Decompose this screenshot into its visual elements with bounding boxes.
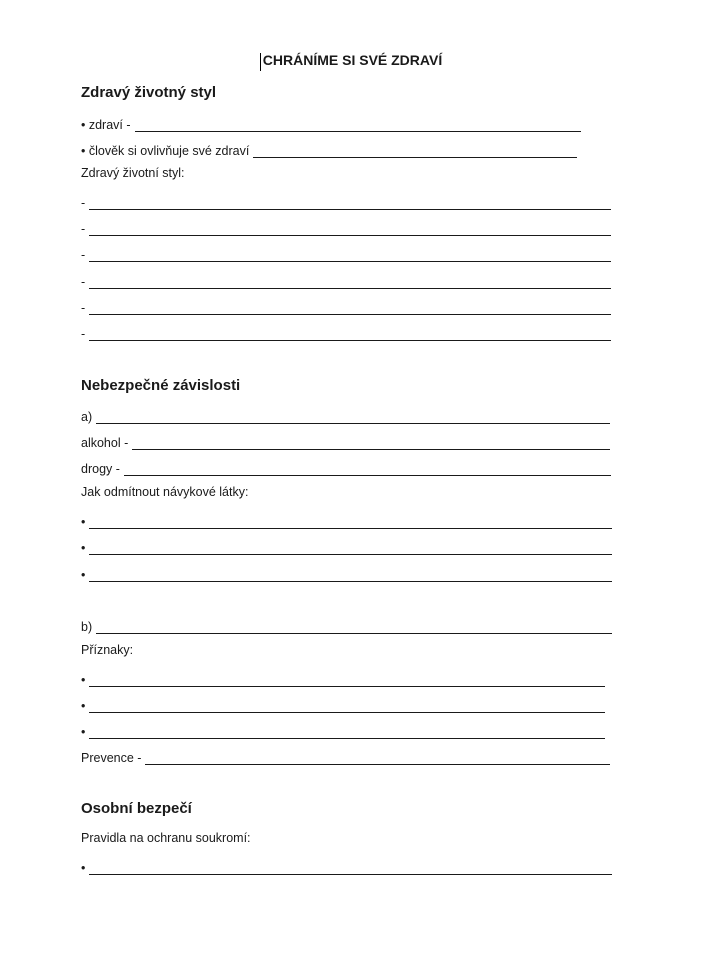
label-clovek: • člověk si ovlivňuje své zdraví <box>81 144 250 158</box>
answer-line[interactable] <box>89 672 605 687</box>
answer-line[interactable] <box>89 860 612 875</box>
blank-line-zdravi[interactable] <box>81 114 581 132</box>
subheading-healthy-lifestyle: Zdravý životní styl: <box>81 166 185 180</box>
subheading-symptoms: Příznaky: <box>81 643 134 657</box>
blank-line-alkohol[interactable] <box>81 432 610 450</box>
bullet-line-refuse-1[interactable] <box>81 511 612 529</box>
dash-line-6[interactable] <box>81 323 611 341</box>
answer-line[interactable] <box>89 698 605 713</box>
answer-line[interactable] <box>89 326 611 341</box>
bullet-line-symptom-3[interactable] <box>81 721 605 739</box>
answer-line[interactable] <box>89 195 611 210</box>
section-heading-personal-safety: Osobní bezpečí <box>81 800 192 817</box>
answer-line[interactable] <box>96 409 610 424</box>
bullet-line-refuse-2[interactable] <box>81 537 612 555</box>
bullet-line-privacy-1[interactable] <box>81 857 612 875</box>
bullet-marker: • <box>81 568 86 582</box>
section-heading-addictions: Nebezpečné závislosti <box>81 377 241 394</box>
bullet-line-symptom-2[interactable] <box>81 695 605 713</box>
dash-line-4[interactable] <box>81 271 611 289</box>
answer-line[interactable] <box>135 117 581 132</box>
bullet-marker: • <box>81 699 86 713</box>
blank-line-prevence[interactable] <box>81 747 610 765</box>
label-drogy: drogy - <box>81 462 120 476</box>
blank-line-a[interactable] <box>81 406 610 424</box>
answer-line[interactable] <box>89 724 605 739</box>
blank-line-clovek[interactable] <box>81 140 577 158</box>
bullet-marker: • <box>81 515 86 529</box>
bullet-marker: • <box>81 725 86 739</box>
answer-line[interactable] <box>89 274 611 289</box>
answer-line[interactable] <box>89 540 612 555</box>
dash-line-1[interactable] <box>81 192 611 210</box>
blank-line-b[interactable] <box>81 616 612 634</box>
bullet-line-refuse-3[interactable] <box>81 564 612 582</box>
dash-marker: - <box>81 196 86 210</box>
bullet-line-symptom-1[interactable] <box>81 669 605 687</box>
dash-marker: - <box>81 327 86 341</box>
answer-line[interactable] <box>253 143 577 158</box>
dash-marker: - <box>81 275 86 289</box>
label-prevence: Prevence - <box>81 751 142 765</box>
label-zdravi: • zdraví - <box>81 118 131 132</box>
dash-line-2[interactable] <box>81 218 611 236</box>
label-alkohol: alkohol - <box>81 436 129 450</box>
bullet-marker: • <box>81 673 86 687</box>
dash-marker: - <box>81 248 86 262</box>
bullet-marker: • <box>81 541 86 555</box>
answer-line[interactable] <box>96 619 612 634</box>
section-heading-healthy-lifestyle: Zdravý životný styl <box>81 84 217 101</box>
answer-line[interactable] <box>89 567 612 582</box>
answer-line[interactable] <box>89 247 611 262</box>
answer-line[interactable] <box>89 221 611 236</box>
subheading-privacy-rules: Pravidla na ochranu soukromí: <box>81 831 251 845</box>
answer-line[interactable] <box>89 300 611 315</box>
dash-line-5[interactable] <box>81 297 611 315</box>
blank-line-drogy[interactable] <box>81 458 611 476</box>
answer-line[interactable] <box>124 461 611 476</box>
answer-line[interactable] <box>89 514 612 529</box>
answer-line[interactable] <box>145 750 610 765</box>
label-a: a) <box>81 410 93 424</box>
dash-marker: - <box>81 301 86 315</box>
dash-line-3[interactable] <box>81 244 611 262</box>
dash-marker: - <box>81 222 86 236</box>
bullet-marker: • <box>81 861 86 875</box>
answer-line[interactable] <box>132 435 610 450</box>
subheading-refuse-substances: Jak odmítnout návykové látky: <box>81 485 249 499</box>
label-b: b) <box>81 620 93 634</box>
page-title: CHRÁNÍME SI SVÉ ZDRAVÍ <box>262 52 443 68</box>
